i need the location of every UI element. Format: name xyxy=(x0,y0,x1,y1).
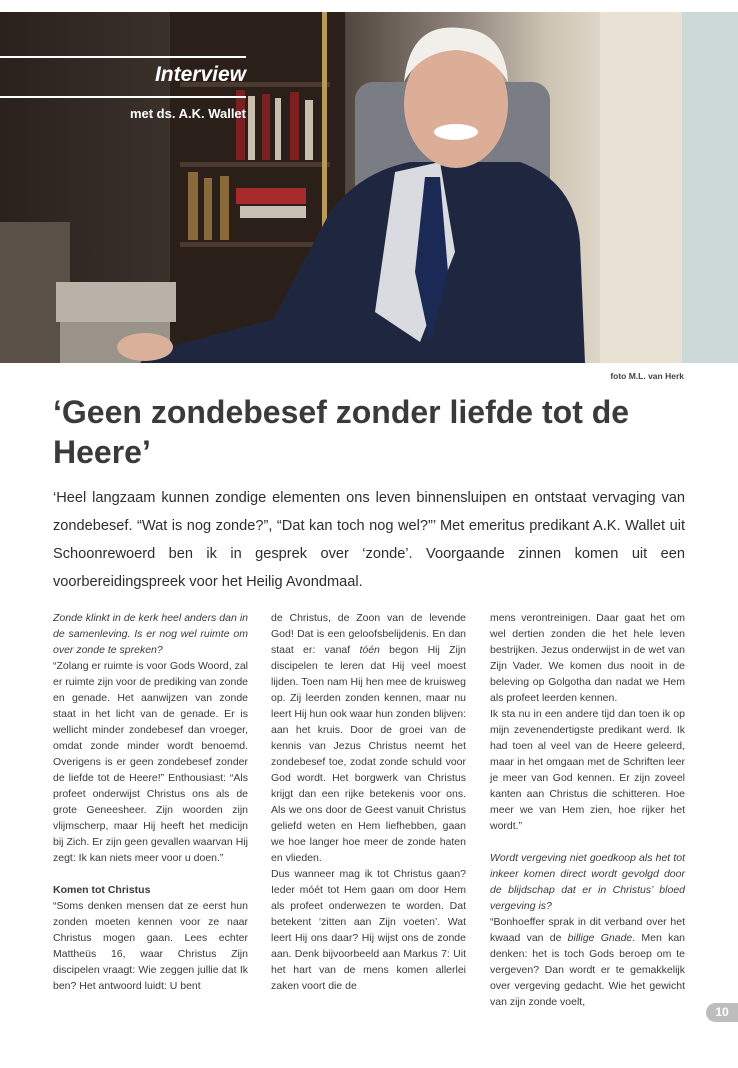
answer-text: “Bonhoeffer sprak in dit verband over het kwaad van de xyxy=(490,916,685,944)
answer-text: begon Hij Zijn discipelen te leren dat Hij veel moest lijden. Toen nam Hij hen mee de kruisweg op. Zij leerden zonden kennen, maar nu leert Hij hun ook waar hun zonden blijven: aan het kruis. Door de groei van de kennis van Jezus Christus neemt het zondebesef toe, zodat zonde schuld voor God wordt. Het borgwerk van Christus krijgt dan een rijke betekenis voor ons. Als we ons door de Geest vanuit Christus geliefd weten en Hem liefhebben, gaan we hoe langer hoe meer de zonde haten en vlieden. xyxy=(271,644,466,864)
section-kicker: Interview xyxy=(154,63,246,86)
answer-text: . Men kan denken: het is toch Gods beroep om te vergeven? Dan wordt er te gemakkelijk over vergeving gedacht. Wie het gewicht van zijn zonde voelt, xyxy=(490,932,685,1008)
photo-credit: foto M.L. van Herk xyxy=(610,371,684,381)
interview-answer: Dus wanneer mag ik tot Christus gaan? Ieder móét tot Hem gaan om door Hem als profeet onderwezen te worden. Dat betekent ‘zitten aan Zijn voeten’. Wat leert Hij ons daar? Hij wijst ons de zonde aan. Denk bijvoorbeeld aan Markus 7: Uit het hart van de mens komen allerlei zaken voort die de xyxy=(271,868,466,992)
section-heading: Komen tot Christus xyxy=(53,884,151,896)
kicker-rule-top xyxy=(0,56,246,58)
article-column-3 xyxy=(490,610,685,1010)
emphasis-text: billige Gnade xyxy=(567,932,633,944)
section-subkicker: met ds. A.K. Wallet xyxy=(129,106,246,121)
interview-answer: “Zolang er ruimte is voor Gods Woord, zal er ruimte zijn voor de prediking van zonde en genade. Het aanwijzen van zonde staat in het licht van de genade. Er is wellicht minder zondebesef dan vroeger, omdat zonde minder wordt benoemd. Overigens is er geen zondebesef zonder de liefde tot de Heere!” Enthousiast: “Als profeet onderwijst Christus ons als de grote Geneesheer. Zijn woorden zijn vlijmscherp, maar Hij heeft het medicijn bij Zich. Er zijn geen gevallen waarvan Hij zegt: Ik kan niets meer voor u doen.” xyxy=(53,660,248,864)
article-intro: ‘Heel langzaam kunnen zondige elementen ons leven binnensluipen en ontstaat vervaging van zondebesef. “Wat is nog zonde?”, “Dat kan toch nog wel?”’ Met emeritus predikant A.K. Wallet uit Schoonrewoerd ben ik in gesprek over ‘zonde’. Voorgaande zinnen komen uit een voorbereidingspreek voor het Heilig Avondmaal. xyxy=(53,490,685,590)
answer-text: de Christus, de Zoon van de levende God! Dat is een geloofsbelijdenis. En dan staat er: vanaf xyxy=(271,612,466,656)
interview-answer: Ik sta nu in een andere tijd dan toen ik op mijn zevenendertigste predikant werd. Ik had toen al veel van de Heere geleerd, maar in het omgaan met de Schriften leer je meer van God kennen. Er zijn zoveel kanten aan Christus die schitteren. Hoe meer we van Hem zien, hoe rijker het wordt.” xyxy=(490,708,685,832)
interview-answer xyxy=(271,610,466,866)
article-column-1 xyxy=(53,610,248,994)
interview-question: Wordt vergeving niet goedkoop als het tot inkeer komen direct wordt gevolgd door de blijdschap dat er in Christus’ bloed vergeving is? xyxy=(490,852,685,912)
interview-answer: “Soms denken mensen dat ze eerst hun zonden moeten kennen voor ze naar Christus mogen gaan. Lees echter Mattheüs 16, waar Christus Zijn discipelen vraagt: Wie zeggen jullie dat Ik ben? Het antwoord luidt: U bent xyxy=(53,900,248,992)
article-headline: ‘Geen zondebesef zonder liefde tot de Heere’ xyxy=(53,394,630,470)
page-number-badge: 10 xyxy=(706,1003,738,1022)
article-column-2 xyxy=(271,610,466,994)
emphasis-text: tóén xyxy=(359,644,380,656)
interview-answer xyxy=(490,914,685,1010)
interview-question: Zonde klinkt in de kerk heel anders dan in de samenleving. Is er nog wel ruimte om over zonde te spreken? xyxy=(53,612,248,656)
interview-answer: mens verontreinigen. Daar gaat het om wel dertien zonden die het hele leven bestrijken. Jezus onderwijst in de wet van Zijn Vader. We komen dus nooit in de beleving op Golgotha dan nadat we Hem als profeet leerden kennen. xyxy=(490,612,685,704)
kicker-rule-bottom xyxy=(0,96,246,98)
